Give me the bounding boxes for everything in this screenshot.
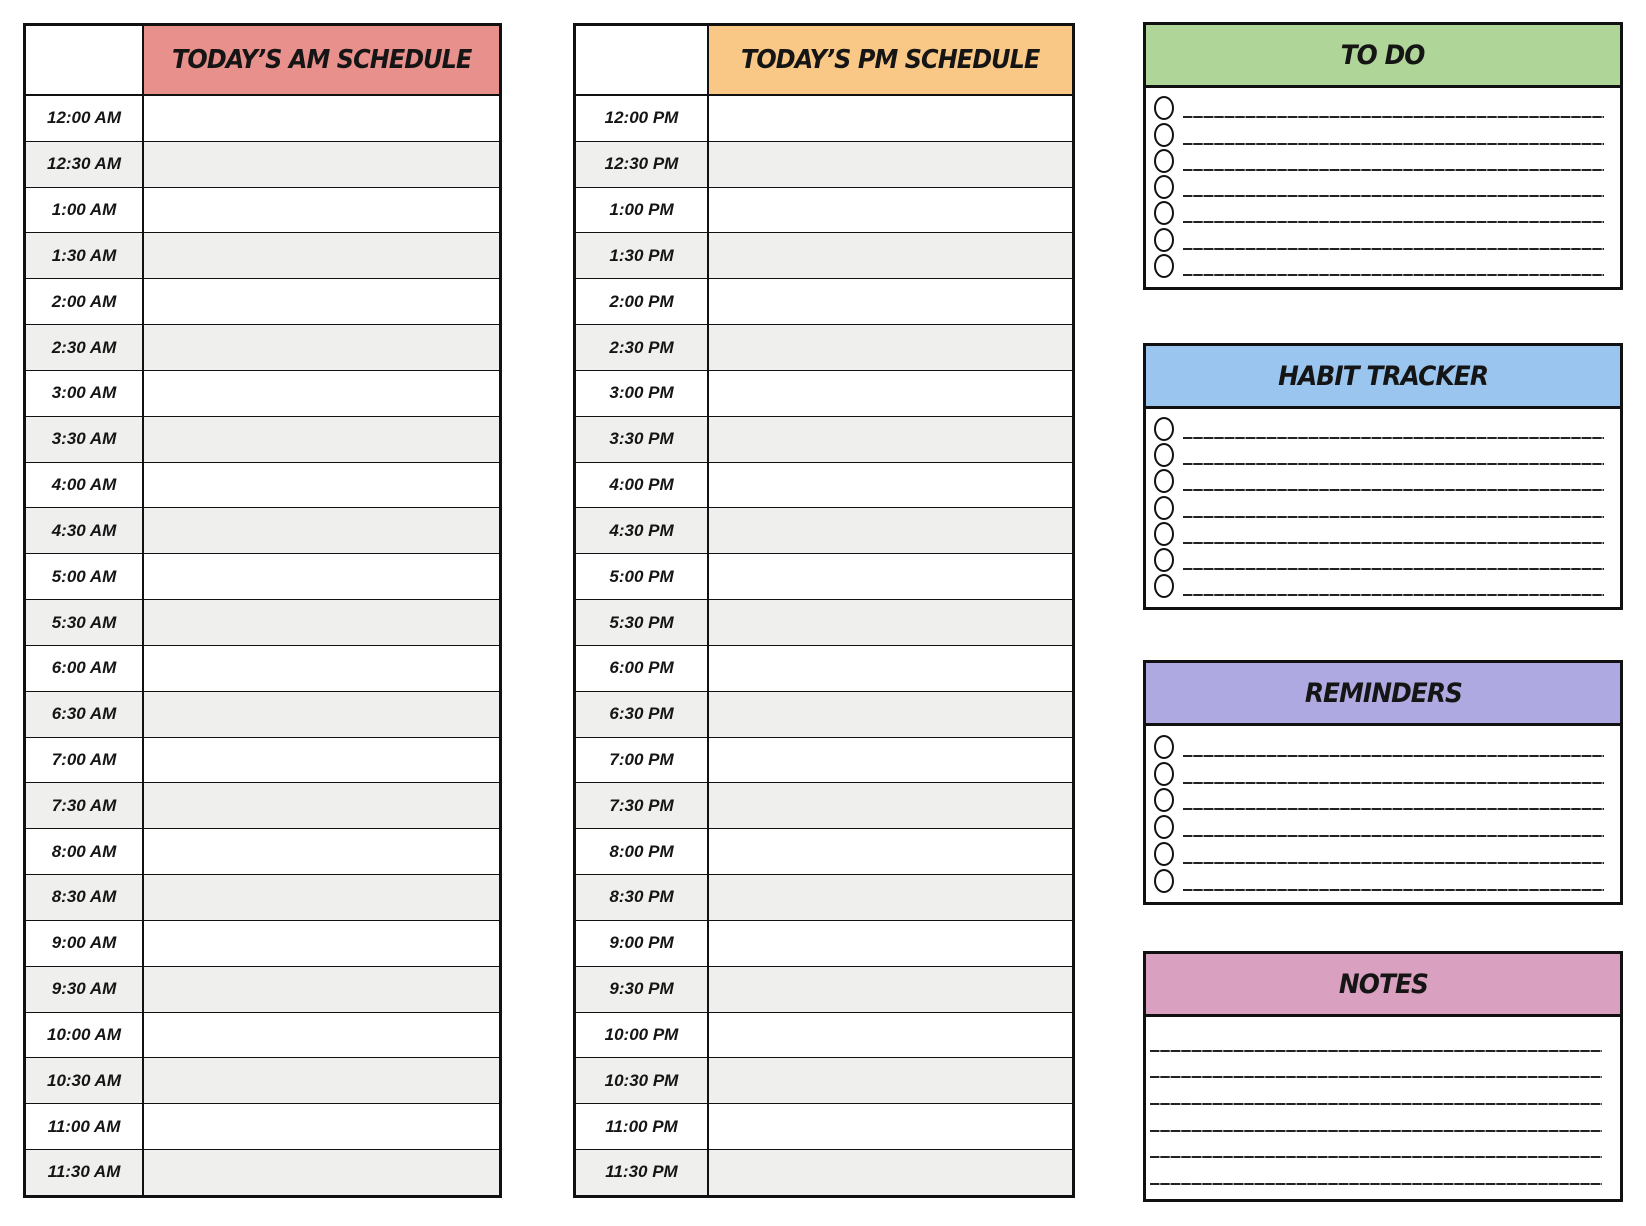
schedule-row — [26, 646, 499, 692]
notes-panel — [1143, 951, 1623, 1202]
habit-tracker-panel — [1143, 343, 1623, 610]
schedule-row — [26, 1058, 499, 1104]
schedule-row — [576, 692, 1072, 738]
checklist-item — [1153, 866, 1606, 893]
checkbox-circle-icon[interactable] — [1154, 469, 1174, 493]
schedule-entry-cell[interactable] — [709, 692, 1072, 737]
schedule-entry-cell[interactable] — [709, 188, 1072, 233]
schedule-row — [576, 463, 1072, 509]
schedule-entry-cell[interactable] — [709, 829, 1072, 874]
checklist-item — [1153, 572, 1606, 598]
time-label: 8:00 PM — [576, 829, 709, 874]
writing-line[interactable] — [1183, 542, 1604, 544]
writing-line[interactable] — [1183, 489, 1604, 491]
schedule-row — [26, 967, 499, 1013]
checklist-item — [1153, 173, 1606, 199]
pm-schedule-table — [573, 23, 1075, 1198]
schedule-row — [576, 417, 1072, 463]
writing-line[interactable] — [1183, 143, 1604, 145]
checkbox-circle-icon[interactable] — [1154, 228, 1174, 252]
schedule-entry-cell[interactable] — [144, 142, 499, 187]
schedule-entry-cell[interactable] — [709, 279, 1072, 324]
schedule-entry-cell[interactable] — [144, 233, 499, 278]
time-label: 7:30 AM — [26, 783, 144, 828]
schedule-row — [26, 417, 499, 463]
writing-line[interactable] — [1150, 1156, 1602, 1158]
schedule-row — [576, 554, 1072, 600]
todo-panel-body — [1146, 88, 1620, 287]
schedule-row — [26, 188, 499, 234]
checkbox-circle-icon[interactable] — [1154, 417, 1174, 441]
checklist-item — [1153, 94, 1606, 120]
schedule-row — [576, 96, 1072, 142]
checklist-item — [1153, 839, 1606, 866]
checkbox-circle-icon[interactable] — [1154, 548, 1174, 572]
schedule-entry-cell[interactable] — [709, 1150, 1072, 1195]
time-label: 11:30 PM — [576, 1150, 709, 1195]
schedule-row — [576, 142, 1072, 188]
schedule-entry-cell[interactable] — [709, 463, 1072, 508]
schedule-entry-cell[interactable] — [709, 325, 1072, 370]
schedule-row — [26, 554, 499, 600]
schedule-entry-cell[interactable] — [144, 1150, 499, 1195]
time-label: 8:30 PM — [576, 875, 709, 920]
time-label: 4:00 PM — [576, 463, 709, 508]
schedule-row — [26, 600, 499, 646]
schedule-row — [576, 279, 1072, 325]
schedule-entry-cell[interactable] — [709, 1104, 1072, 1149]
schedule-row — [26, 921, 499, 967]
time-label: 12:00 AM — [26, 96, 144, 141]
schedule-entry-cell[interactable] — [144, 646, 499, 691]
time-label: 6:30 AM — [26, 692, 144, 737]
am-schedule-table — [23, 23, 502, 1198]
writing-line[interactable] — [1183, 808, 1604, 810]
writing-line[interactable] — [1183, 195, 1604, 197]
notes-panel-body — [1146, 1017, 1620, 1199]
schedule-row — [26, 142, 499, 188]
writing-line[interactable] — [1150, 1050, 1602, 1052]
schedule-entry-cell[interactable] — [709, 96, 1072, 141]
time-label: 4:30 PM — [576, 508, 709, 553]
schedule-row — [26, 96, 499, 142]
schedule-row — [26, 463, 499, 509]
checkbox-circle-icon[interactable] — [1154, 123, 1174, 147]
schedule-entry-cell[interactable] — [144, 325, 499, 370]
checkbox-circle-icon[interactable] — [1154, 574, 1174, 598]
schedule-row — [26, 875, 499, 921]
time-label: 2:30 AM — [26, 325, 144, 370]
am-header-spacer-cell — [26, 26, 144, 94]
time-label: 12:30 AM — [26, 142, 144, 187]
reminders-panel — [1143, 660, 1623, 905]
time-label: 8:30 AM — [26, 875, 144, 920]
schedule-entry-cell[interactable] — [709, 1058, 1072, 1103]
time-label: 1:30 AM — [26, 233, 144, 278]
time-label: 4:00 AM — [26, 463, 144, 508]
writing-line[interactable] — [1183, 755, 1604, 757]
time-label: 5:30 AM — [26, 600, 144, 645]
schedule-entry-cell[interactable] — [144, 279, 499, 324]
writing-line[interactable] — [1183, 248, 1604, 250]
pm-schedule-header-row — [576, 26, 1072, 96]
checkbox-circle-icon[interactable] — [1154, 496, 1174, 520]
schedule-entry-cell[interactable] — [144, 371, 499, 416]
checklist-item — [1153, 732, 1606, 759]
writing-line[interactable] — [1183, 594, 1604, 596]
schedule-entry-cell[interactable] — [709, 417, 1072, 462]
reminders-panel-header — [1146, 663, 1620, 726]
time-label: 3:30 PM — [576, 417, 709, 462]
schedule-entry-cell[interactable] — [709, 142, 1072, 187]
schedule-row — [576, 325, 1072, 371]
time-label: 3:00 AM — [26, 371, 144, 416]
writing-line[interactable] — [1150, 1130, 1602, 1132]
am-schedule-header — [144, 26, 499, 94]
schedule-row — [576, 1058, 1072, 1104]
schedule-entry-cell[interactable] — [144, 188, 499, 233]
schedule-row — [26, 279, 499, 325]
checklist-item — [1153, 786, 1606, 813]
schedule-entry-cell[interactable] — [709, 783, 1072, 828]
schedule-entry-cell[interactable] — [144, 1058, 499, 1103]
am-schedule-title: TODAY’S AM SCHEDULE — [171, 45, 472, 75]
checklist-item — [1153, 520, 1606, 546]
schedule-row — [576, 783, 1072, 829]
schedule-row — [576, 921, 1072, 967]
checklist-item — [1153, 546, 1606, 572]
schedule-entry-cell[interactable] — [709, 371, 1072, 416]
schedule-entry-cell[interactable] — [144, 783, 499, 828]
checkbox-circle-icon[interactable] — [1154, 96, 1174, 120]
time-label: 9:30 PM — [576, 967, 709, 1012]
schedule-row — [26, 829, 499, 875]
time-label: 7:00 PM — [576, 738, 709, 783]
checkbox-circle-icon[interactable] — [1154, 762, 1174, 786]
pm-schedule-title: TODAY’S PM SCHEDULE — [741, 45, 1040, 75]
habit-tracker-panel-header — [1146, 346, 1620, 409]
writing-line[interactable] — [1183, 463, 1604, 465]
schedule-row — [26, 325, 499, 371]
checkbox-circle-icon[interactable] — [1154, 869, 1174, 893]
checklist-item — [1153, 147, 1606, 173]
writing-line[interactable] — [1183, 889, 1604, 891]
writing-line[interactable] — [1150, 1076, 1602, 1078]
schedule-row — [26, 1013, 499, 1059]
reminders-panel-title: REMINDERS — [1304, 677, 1462, 709]
time-label: 4:30 AM — [26, 508, 144, 553]
pm-schedule-header — [709, 26, 1072, 94]
am-schedule-header-row — [26, 26, 499, 96]
writing-line[interactable] — [1183, 221, 1604, 223]
writing-line[interactable] — [1183, 169, 1604, 171]
checkbox-circle-icon[interactable] — [1154, 443, 1174, 467]
time-label: 6:00 AM — [26, 646, 144, 691]
writing-line[interactable] — [1183, 782, 1604, 784]
time-label: 12:30 PM — [576, 142, 709, 187]
schedule-row — [576, 875, 1072, 921]
note-line-row — [1150, 1054, 1604, 1081]
checkbox-circle-icon[interactable] — [1154, 149, 1174, 173]
schedule-row — [576, 829, 1072, 875]
schedule-entry-cell[interactable] — [709, 967, 1072, 1012]
checkbox-circle-icon[interactable] — [1154, 522, 1174, 546]
schedule-row — [576, 371, 1072, 417]
checklist-item — [1153, 467, 1606, 493]
schedule-row — [576, 233, 1072, 279]
time-label: 11:00 AM — [26, 1104, 144, 1149]
time-label: 10:00 AM — [26, 1013, 144, 1058]
time-label: 8:00 AM — [26, 829, 144, 874]
schedule-entry-cell[interactable] — [144, 417, 499, 462]
schedule-row — [576, 967, 1072, 1013]
time-label: 7:30 PM — [576, 783, 709, 828]
schedule-entry-cell[interactable] — [144, 600, 499, 645]
time-label: 10:30 PM — [576, 1058, 709, 1103]
schedule-row — [576, 1013, 1072, 1059]
schedule-entry-cell[interactable] — [144, 508, 499, 553]
schedule-entry-cell[interactable] — [144, 921, 499, 966]
schedule-row — [26, 233, 499, 279]
checklist-item — [1153, 493, 1606, 519]
schedule-entry-cell[interactable] — [144, 554, 499, 599]
checklist-item — [1153, 415, 1606, 441]
todo-panel-title: TO DO — [1341, 39, 1425, 71]
checkbox-circle-icon[interactable] — [1154, 175, 1174, 199]
time-label: 3:30 AM — [26, 417, 144, 462]
habit-tracker-panel-body — [1146, 409, 1620, 607]
schedule-row — [26, 738, 499, 784]
time-label: 6:30 PM — [576, 692, 709, 737]
schedule-entry-cell[interactable] — [144, 1104, 499, 1149]
writing-line[interactable] — [1183, 862, 1604, 864]
writing-line[interactable] — [1150, 1183, 1602, 1185]
note-line-row — [1150, 1080, 1604, 1107]
schedule-entry-cell[interactable] — [144, 96, 499, 141]
writing-line[interactable] — [1183, 116, 1604, 118]
time-label: 10:30 AM — [26, 1058, 144, 1103]
checklist-item — [1153, 812, 1606, 839]
notes-panel-title: NOTES — [1338, 968, 1428, 1000]
todo-panel — [1143, 22, 1623, 290]
time-label: 11:00 PM — [576, 1104, 709, 1149]
note-line-row — [1150, 1134, 1604, 1161]
schedule-entry-cell[interactable] — [144, 738, 499, 783]
schedule-row — [26, 692, 499, 738]
checklist-item — [1153, 225, 1606, 251]
note-line-row — [1150, 1027, 1604, 1054]
checkbox-circle-icon[interactable] — [1154, 254, 1174, 278]
time-label: 2:00 PM — [576, 279, 709, 324]
time-label: 9:00 PM — [576, 921, 709, 966]
schedule-row — [576, 188, 1072, 234]
schedule-row — [26, 508, 499, 554]
writing-line[interactable] — [1183, 568, 1604, 570]
time-label: 1:00 AM — [26, 188, 144, 233]
schedule-entry-cell[interactable] — [144, 1013, 499, 1058]
pm-header-spacer-cell — [576, 26, 709, 94]
checklist-item — [1153, 759, 1606, 786]
schedule-row — [26, 783, 499, 829]
writing-line[interactable] — [1183, 835, 1604, 837]
schedule-entry-cell[interactable] — [709, 600, 1072, 645]
am-schedule-body — [26, 96, 499, 1195]
schedule-row — [576, 738, 1072, 784]
schedule-row — [576, 600, 1072, 646]
checkbox-circle-icon[interactable] — [1154, 815, 1174, 839]
schedule-row — [26, 1104, 499, 1150]
checklist-item — [1153, 441, 1606, 467]
time-label: 10:00 PM — [576, 1013, 709, 1058]
time-label: 9:00 AM — [26, 921, 144, 966]
time-label: 11:30 AM — [26, 1150, 144, 1195]
time-label: 5:00 AM — [26, 554, 144, 599]
schedule-entry-cell[interactable] — [144, 463, 499, 508]
time-label: 2:30 PM — [576, 325, 709, 370]
note-line-row — [1150, 1160, 1604, 1187]
schedule-entry-cell[interactable] — [144, 692, 499, 737]
schedule-entry-cell[interactable] — [144, 829, 499, 874]
time-label: 2:00 AM — [26, 279, 144, 324]
time-label: 6:00 PM — [576, 646, 709, 691]
note-line-row — [1150, 1107, 1604, 1134]
time-label: 9:30 AM — [26, 967, 144, 1012]
schedule-row — [26, 371, 499, 417]
schedule-entry-cell[interactable] — [144, 875, 499, 920]
checkbox-circle-icon[interactable] — [1154, 735, 1174, 759]
reminders-panel-body — [1146, 726, 1620, 902]
checklist-item — [1153, 199, 1606, 225]
time-label: 1:00 PM — [576, 188, 709, 233]
schedule-entry-cell[interactable] — [709, 646, 1072, 691]
checklist-item — [1153, 120, 1606, 146]
checkbox-circle-icon[interactable] — [1154, 788, 1174, 812]
checklist-item — [1153, 252, 1606, 278]
checkbox-circle-icon[interactable] — [1154, 842, 1174, 866]
checkbox-circle-icon[interactable] — [1154, 201, 1174, 225]
schedule-row — [576, 1150, 1072, 1195]
schedule-entry-cell[interactable] — [709, 738, 1072, 783]
schedule-entry-cell[interactable] — [709, 233, 1072, 278]
time-label: 7:00 AM — [26, 738, 144, 783]
schedule-entry-cell[interactable] — [709, 1013, 1072, 1058]
schedule-entry-cell[interactable] — [709, 875, 1072, 920]
writing-line[interactable] — [1150, 1103, 1602, 1105]
notes-panel-header — [1146, 954, 1620, 1017]
schedule-row — [576, 1104, 1072, 1150]
schedule-row — [26, 1150, 499, 1195]
time-label: 3:00 PM — [576, 371, 709, 416]
schedule-entry-cell[interactable] — [709, 921, 1072, 966]
time-label: 5:00 PM — [576, 554, 709, 599]
writing-line[interactable] — [1183, 516, 1604, 518]
writing-line[interactable] — [1183, 274, 1604, 276]
todo-panel-header — [1146, 25, 1620, 88]
habit-tracker-panel-title: HABIT TRACKER — [1278, 360, 1488, 392]
schedule-row — [576, 508, 1072, 554]
writing-line[interactable] — [1183, 437, 1604, 439]
schedule-entry-cell[interactable] — [709, 554, 1072, 599]
pm-schedule-body — [576, 96, 1072, 1195]
time-label: 1:30 PM — [576, 233, 709, 278]
time-label: 12:00 PM — [576, 96, 709, 141]
schedule-entry-cell[interactable] — [709, 508, 1072, 553]
time-label: 5:30 PM — [576, 600, 709, 645]
schedule-row — [576, 646, 1072, 692]
schedule-entry-cell[interactable] — [144, 967, 499, 1012]
